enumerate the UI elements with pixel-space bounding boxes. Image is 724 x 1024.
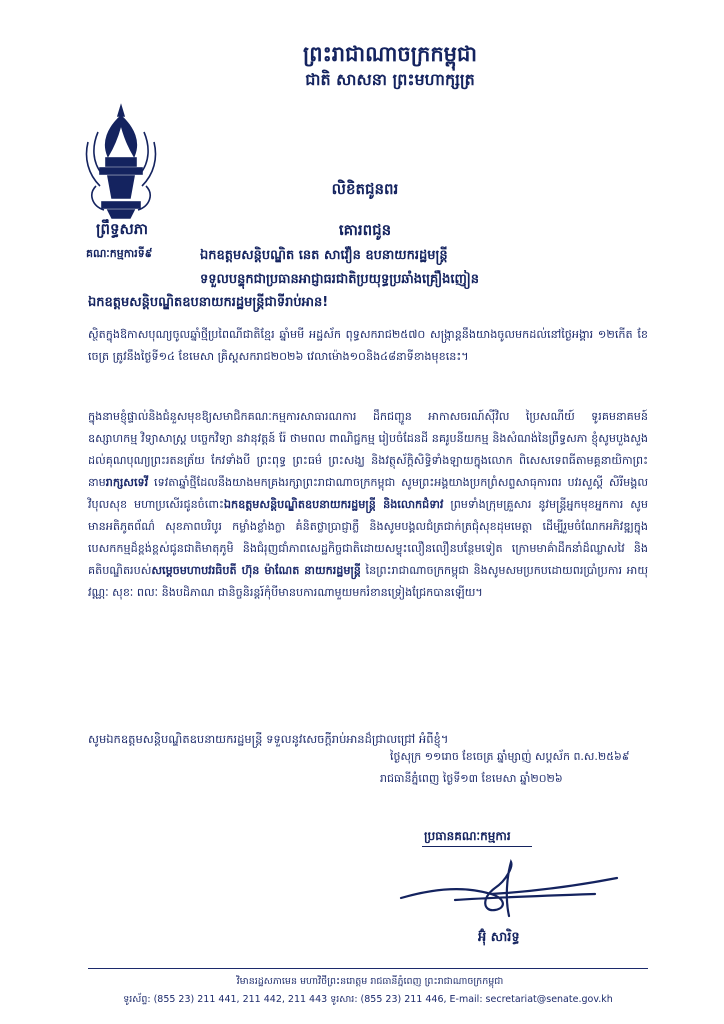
recipient-line-1: ឯកឧត្តមសន្តិបណ្ឌិត នេត សាវឿន ឧបនាយករដ្ឋមន្ត្រី [200, 248, 448, 263]
solar-date: រាជធានីភ្នំពេញ ថ្ងៃទី១៣ ខែមេសា ឆ្នាំ២០២៦ [380, 772, 563, 785]
kingdom-heading: ព្រះរាជាណាចក្រកម្ពុជា [302, 41, 477, 66]
footer-divider [88, 968, 648, 969]
paragraph-2-part-d: នៃព្រះរាជាណាចក្រកម្ពុជា និងសូមសមប្រកបដោយពរប្រាំប្រការ អាយុ វណ្ណៈ សុខៈ ពលៈ និងបដិភាណ ជានិច្ចនិរន្តរ៍កុំបីមានបការណាមួយមករំខានទ្រៀងជ្រែកបានឡើយ។ [88, 564, 648, 599]
committee-name: គណៈកម្មការទី៩ [86, 247, 153, 260]
signer-title: ប្រធានគណៈកម្មការ [424, 829, 511, 843]
national-motto: ជាតិ សាសនា ព្រះមហាក្សត្រ [305, 70, 475, 89]
paragraph-2-part-c: ព្រមទាំងក្រុមគ្រួសារ នូវមន្ត្រីអ្នកមុខអ្នកការ សូមមានអតិភូតព័ណ៌ សុខភាពបរិបូរ កម្លាំងខ្លាំងក្លា គំនិតថ្លាប្រាជ្ញាភ្លឺ និងសូមបង្គលជំត្រជាក់ត្រជុំសុខដុមមេត្តា ដើម្បីរួមចំណែកអភិវឌ្ឍក្នុងបេសកកម្មដ៏ខ្ពង់ខ្ពស់ជូនជាតិមាតុភូមិ និងជំរុញជាំភាពសេដ្ឋកិច្ចជាតិដោយសម្ទុះលឿនលឿនបន្ថែមទៀត ក្រោមមាគ៌ាដឹកនាំដ៏ឈ្លាសវៃ និងគតិបណ្ឌិតរបស់ [88, 498, 648, 577]
footer-address: វិមានរដ្ឋសភាមេន មហាវិថីព្រះនរោត្តម រាជធានីភ្នំពេញ ព្រះរាជាណាចក្រកម្ពុជា [236, 976, 504, 987]
paragraph-2-part-b: ទេវតាឆ្នាំថ្មីដែលនឹងយាងមកគ្រងរក្សាព្រះរាជាណាចក្រកម្ពុជា សូមព្រះអង្គយាងប្រកព្រំសព្ទសាធុការពរ បវរសួស្តី សិរីមង្គលវិបុលសុខ មហាប្រសើរជូនចំពោះ [88, 476, 648, 511]
paragraph-2-part-a: ក្នុងនាមខ្ញុំផ្ទាល់និងជំនួសមុខឱ្យសមាជិកគណៈកម្មការសាធារណការ ដឹកជញ្ជូន អាកាសចរណ៍ស៊ីវិល ប្រៃសណីយ៍ ទូរគមនាគមន៍ ឧស្សាហកម្ម វិទ្យាសាស្ត្រ បច្ចេកវិទ្យា នវានុវត្តន៍ រ៉ែ ថាមពល ពាណិជ្ជកម្ម រៀបចំដែនដី នគរូបនីយកម្ម និងសំណង់នៃព្រឹទ្ធសភា ខ្ញុំសូមបួងសួងដល់គុណបុណ្យព្រះរតនត្រ័យ កែវទាំងបី ព្រះពុទ្ធ ព្រះធម៌ ព្រះសង្ឃ និងវត្ថុស័ក្តិសិទ្ធិទាំងឡាយក្នុងលោក ពិសេសទេពធីតាមគ្គនាយិកាព្រះនាម [88, 410, 648, 489]
letter-title: លិខិតជូនពរ [331, 180, 399, 198]
institution-name: ព្រឹទ្ធសភា [96, 220, 149, 238]
recipient-block [200, 244, 670, 292]
handwritten-signature [395, 858, 625, 920]
senate-emblem-logo [78, 102, 164, 220]
prime-minister-name: សម្តេចមហាបវរធិបតី ហ៊ុន ម៉ាណែត នាយករដ្ឋមន្ត្រី [151, 564, 361, 577]
paragraph-2 [88, 406, 648, 604]
respect-heading: គោរពជូន [338, 221, 392, 239]
signer-name: អ៊ុំ សារិទ្ធ [478, 930, 520, 945]
addressee-name: ឯកឧត្តមសន្តិបណ្ឌិតឧបនាយករដ្ឋមន្ត្រី និងលោកជំទាវ [223, 498, 444, 511]
footer-contact: ទូរស័ព្ទ: (855 23) 211 441, 211 442, 211 443 ទូរសារ: (855 23) 211 446, E-mail: secretariat@senate.gov.kh [123, 994, 613, 1005]
closing-paragraph: សូមឯកឧត្តមសន្តិបណ្ឌិតឧបនាយករដ្ឋមន្ត្រី ទទួលនូវសេចក្តីរាប់អានដ៏ជ្រាលជ្រៅ អំពីខ្ញុំ។ [88, 732, 449, 746]
recipient-line-2: ទទួលបន្ទុកជាប្រធានអាជ្ញាធរជាតិប្រយុទ្ធប្រឆាំងគ្រឿងញៀន [200, 272, 480, 287]
paragraph-1: ស្ថិតក្នុងឱកាសបុណ្យចូលឆ្នាំថ្មីប្រពៃណីជាតិខ្មែរ ឆ្នាំមមី អដ្ឋស័ក ពុទ្ធសករាជ២៥៧០ សង្ក្រាន្តនឹងយាងចូលមកដល់នៅថ្ងៃអង្គារ ១២កើត ខែចេត្រ ត្រូវនឹងថ្ងៃទី១៤ ខែមេសា គ្រិស្តសករាជ២០២៦ វេលាម៉ោង១០និង៤៨នាទីខាងមុខនេះ។ [88, 328, 648, 363]
lunar-date: ថ្ងៃសុក្រ ១១រោច ខែចេត្រ ឆ្នាំម្សាញ់ សប្តស័ក ព.ស.២៥៦៩ [390, 750, 630, 763]
salutation: ឯកឧត្តមសន្តិបណ្ឌិតឧបនាយករដ្ឋមន្ត្រីជាទីរាប់អាន! [88, 295, 329, 310]
signer-title-underline [422, 846, 532, 847]
deity-name: រាក្សសទេវី [105, 476, 149, 489]
